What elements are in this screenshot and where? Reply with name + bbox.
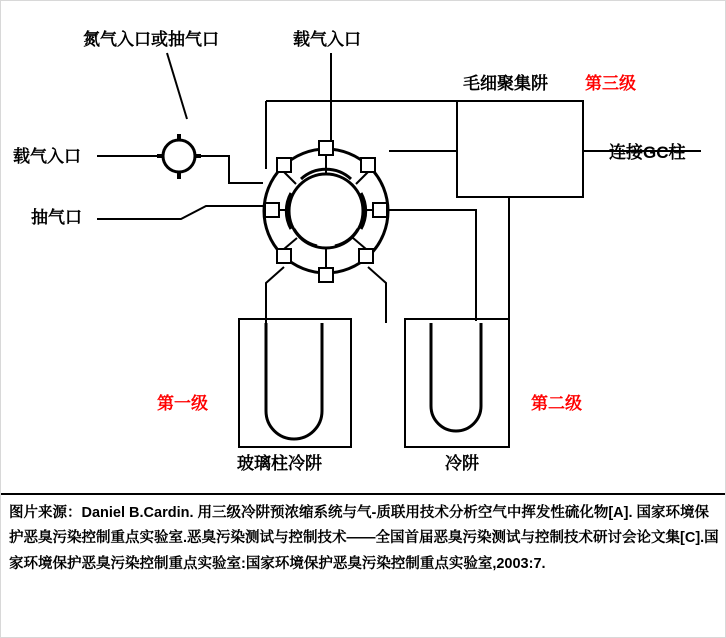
valve-port-s: [319, 268, 333, 282]
valve-port-ne: [361, 158, 375, 172]
label-connect-gc-column: 连接GC柱: [609, 143, 686, 162]
pipe-valve-to-stage-one-right: [368, 267, 386, 323]
valve-port-e: [373, 203, 387, 217]
valve-port-nw: [277, 158, 291, 172]
label-stage-one: 第一级: [157, 394, 208, 413]
spoke-ne: [356, 172, 368, 184]
figure-caption: 图片来源：Daniel B.Cardin. 用三级冷阱预浓缩系统与气-质联用技术分析空气中挥发性硫化物[A]. 国家环境保护恶臭污染控制重点实验室.恶臭污染测试与控制技术——全国首届恶臭污染测试与控制技术研讨会论文集[C].国家环境保护恶臭污染控制重点实验室:国家环境保护恶臭污染控制重点实验室,2003:7.: [9, 505, 719, 572]
label-capillary-focus-trap: 毛细聚集阱: [463, 74, 548, 93]
label-carrier-gas-inlet-left: 载气入口: [13, 147, 81, 166]
label-stage-three: 第三级: [585, 74, 636, 93]
valve-port-w: [265, 203, 279, 217]
valve-port-sw: [277, 249, 291, 263]
capillary-trap-box: [457, 101, 583, 197]
label-nitrogen-inlet: 氮气入口或抽气口: [83, 30, 219, 49]
spoke-se: [353, 238, 366, 249]
pipe-valve-to-stage-two: [387, 210, 476, 321]
valve-port-n: [319, 141, 333, 155]
pipe-knob-to-valve: [201, 156, 263, 183]
label-suction-port: 抽气口: [31, 208, 82, 227]
stage-one-u-trap: [266, 323, 322, 439]
spoke-nw: [284, 172, 296, 184]
diagram-area: [1, 1, 726, 493]
leader-nitrogen-inlet: [167, 53, 187, 119]
pipe-suction: [97, 206, 263, 219]
caption-divider: [1, 493, 726, 495]
label-carrier-gas-inlet-top: 载气入口: [293, 30, 361, 49]
valve-knob: [163, 140, 195, 172]
valve-port-se: [359, 249, 373, 263]
label-stage-two: 第二级: [531, 394, 582, 413]
label-glass-column-cold-trap: 玻璃柱冷阱: [237, 454, 322, 473]
label-cold-trap: 冷阱: [445, 454, 479, 473]
stage-one-dewar: [239, 319, 351, 447]
spoke-sw: [284, 238, 297, 249]
stage-two-dewar: [405, 319, 509, 447]
stage-two-u-trap: [431, 323, 481, 431]
pipe-valve-to-stage-one-left: [266, 267, 284, 323]
